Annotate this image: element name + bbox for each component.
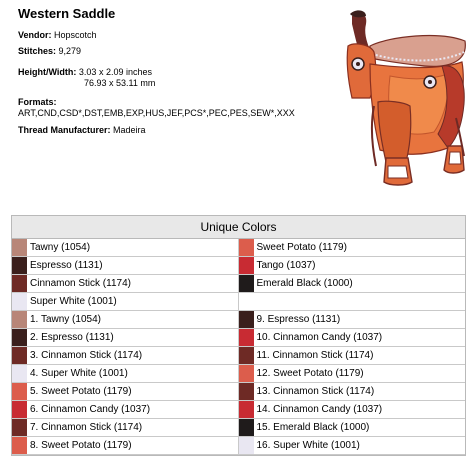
color-swatch <box>239 275 254 293</box>
color-label: 15. Emerald Black (1000) <box>256 422 370 433</box>
stitches-line <box>18 46 81 57</box>
color-row <box>239 347 466 365</box>
color-swatch <box>239 347 254 365</box>
color-sequence-grid <box>12 311 465 455</box>
color-row <box>12 257 239 275</box>
color-row <box>12 383 239 401</box>
color-swatch <box>12 293 27 311</box>
color-swatch <box>12 401 27 419</box>
color-row <box>239 419 466 437</box>
color-row <box>239 257 466 275</box>
color-swatch <box>239 329 254 347</box>
unique-colors-table <box>11 215 466 456</box>
color-label: 4. Super White (1001) <box>30 368 128 379</box>
color-label: 13. Cinnamon Stick (1174) <box>256 386 375 397</box>
color-row <box>12 365 239 383</box>
color-row <box>12 275 239 293</box>
color-row <box>12 239 239 257</box>
color-row <box>239 401 466 419</box>
color-swatch <box>239 311 254 329</box>
color-swatch <box>12 419 27 437</box>
color-label: Cinnamon Stick (1174) <box>30 278 131 289</box>
color-swatch <box>239 437 254 455</box>
color-swatch <box>239 383 254 401</box>
color-swatch <box>239 257 254 275</box>
color-row <box>12 419 239 437</box>
color-row <box>239 365 466 383</box>
color-swatch <box>12 437 27 455</box>
color-label: 11. Cinnamon Stick (1174) <box>256 350 374 361</box>
color-row <box>12 401 239 419</box>
color-label: Tango (1037) <box>256 260 316 271</box>
color-swatch <box>239 401 254 419</box>
color-label: Tawny (1054) <box>30 242 91 253</box>
formats-value: ART,CND,CSD*,DST,EMB,EXP,HUS,JEF,PCS*,PEC,PES,SEW*,XXX <box>18 108 295 118</box>
color-row <box>239 383 466 401</box>
unique-colors-grid <box>12 239 465 311</box>
color-swatch <box>12 239 27 257</box>
color-row <box>12 293 239 311</box>
color-label: Emerald Black (1000) <box>256 278 353 289</box>
vendor-label: Vendor: <box>18 30 52 40</box>
color-label: 9. Espresso (1131) <box>256 314 341 325</box>
color-label: 3. Cinnamon Stick (1174) <box>30 350 143 361</box>
color-swatch <box>12 275 27 293</box>
color-swatch <box>12 365 27 383</box>
color-swatch <box>12 329 27 347</box>
color-swatch <box>239 365 254 383</box>
color-label: 8. Sweet Potato (1179) <box>30 440 132 451</box>
formats-label: Formats: <box>18 97 57 107</box>
thread-label: Thread Manufacturer: <box>18 125 111 135</box>
color-label: 14. Cinnamon Candy (1037) <box>256 404 383 415</box>
color-label: 2. Espresso (1131) <box>30 332 114 343</box>
color-row <box>239 311 466 329</box>
size-label: Height/Width: <box>18 67 77 77</box>
unique-colors-header: Unique Colors <box>12 216 465 239</box>
color-label: Sweet Potato (1179) <box>256 242 347 253</box>
thread-value: Madeira <box>113 125 146 135</box>
color-label: 5. Sweet Potato (1179) <box>30 386 132 397</box>
color-row <box>239 275 466 293</box>
vendor-value: Hopscotch <box>54 30 97 40</box>
formats-block <box>18 97 295 119</box>
color-label: 7. Cinnamon Stick (1174) <box>30 422 143 433</box>
size-inches: 3.03 x 2.09 inches <box>78 67 152 77</box>
color-row <box>239 329 466 347</box>
color-label: Super White (1001) <box>30 296 117 307</box>
color-swatch <box>12 383 27 401</box>
color-swatch <box>12 347 27 365</box>
design-title: Western Saddle <box>18 6 116 21</box>
color-row <box>239 437 466 455</box>
color-label: 12. Sweet Potato (1179) <box>256 368 364 379</box>
color-row <box>239 293 466 311</box>
color-swatch <box>239 419 254 437</box>
size-mm: 76.93 x 53.11 mm <box>84 78 156 88</box>
stitches-value: 9,279 <box>58 46 82 56</box>
color-label: 6. Cinnamon Candy (1037) <box>30 404 151 415</box>
color-swatch <box>239 239 254 257</box>
color-label: 10. Cinnamon Candy (1037) <box>256 332 383 343</box>
color-label: Espresso (1131) <box>30 260 103 271</box>
color-row <box>12 311 239 329</box>
color-row <box>239 239 466 257</box>
stitches-label: Stitches: <box>18 46 57 56</box>
color-label: 1. Tawny (1054) <box>30 314 101 325</box>
vendor-line <box>18 30 97 41</box>
color-row <box>12 329 239 347</box>
color-swatch <box>12 257 27 275</box>
thread-line <box>18 125 146 136</box>
color-row <box>12 347 239 365</box>
western-saddle-image <box>330 6 470 192</box>
color-row <box>12 437 239 455</box>
color-label: 16. Super White (1001) <box>256 440 360 451</box>
color-swatch <box>239 293 254 311</box>
size-line <box>18 67 155 89</box>
color-swatch <box>12 311 27 329</box>
